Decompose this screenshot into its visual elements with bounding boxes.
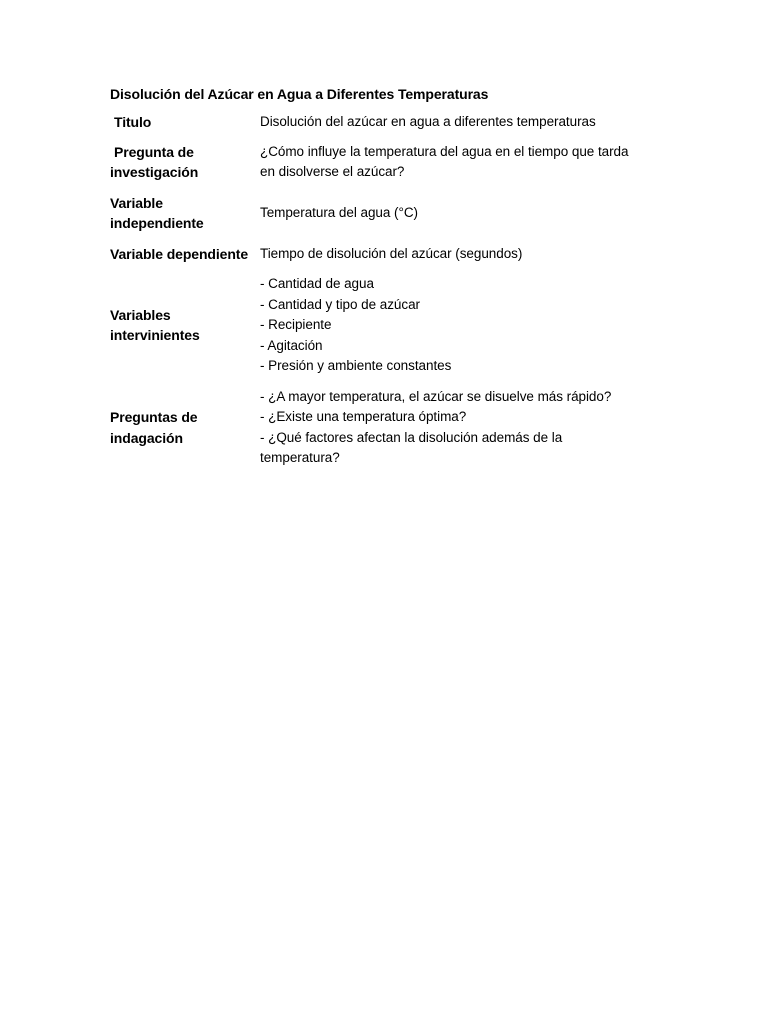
- row-value: [260, 387, 670, 469]
- row-value: [260, 274, 670, 377]
- label-line: Variables: [110, 306, 171, 323]
- row-value: [260, 112, 670, 133]
- row-label: [110, 193, 260, 234]
- label-line: independiente: [110, 215, 204, 231]
- row-value: [260, 203, 670, 224]
- value-line: - Recipiente: [260, 317, 332, 332]
- label-line: indagación: [110, 429, 183, 446]
- label-line: investigación: [110, 164, 199, 180]
- document-page: [110, 84, 670, 479]
- value-line: - Agitación: [260, 337, 323, 353]
- row-variables-intervinientes: [110, 274, 670, 377]
- value-line: Disolución del azúcar en agua a diferentes temperaturas: [260, 114, 596, 129]
- value-line: - Cantidad y tipo de azúcar: [260, 296, 420, 312]
- value-line: temperatura?: [260, 450, 340, 465]
- label-line: Pregunta de: [114, 143, 194, 160]
- row-value: [260, 244, 670, 265]
- value-line: Temperatura del agua (°C): [260, 204, 418, 220]
- row-label: [110, 112, 260, 133]
- value-line: ¿Cómo influye la temperatura del agua en el tiempo que tarda: [260, 143, 629, 159]
- row-label: [110, 244, 260, 265]
- value-line: - Cantidad de agua: [260, 276, 374, 291]
- row-value: [260, 142, 670, 183]
- value-line: en disolverse el azúcar?: [260, 164, 405, 179]
- value-line: - Presión y ambiente constantes: [260, 358, 452, 373]
- row-label: [110, 305, 260, 346]
- row-variable-independiente: [110, 193, 670, 234]
- value-line: - ¿A mayor temperatura, el azúcar se disuelve más rápido?: [260, 388, 612, 404]
- label-line: intervinientes: [110, 327, 200, 344]
- value-line: Tiempo de disolución del azúcar (segundos): [260, 245, 523, 261]
- row-label: [110, 142, 260, 183]
- row-pregunta-investigacion: [110, 142, 670, 183]
- row-variable-dependiente: [110, 244, 670, 265]
- row-titulo: [110, 112, 670, 133]
- label-line: Titulo: [114, 114, 152, 130]
- row-label: [110, 407, 260, 448]
- label-line: Preguntas de: [110, 409, 198, 425]
- value-line: - ¿Existe una temperatura óptima?: [260, 409, 467, 424]
- document-title: Disolución del Azúcar en Agua a Diferentes Temperaturas: [110, 86, 489, 102]
- label-line: Variable dependiente: [110, 245, 249, 262]
- value-line: - ¿Qué factores afectan la disolución además de la: [260, 429, 563, 445]
- row-preguntas-indagacion: [110, 387, 670, 469]
- label-line: Variable: [110, 194, 163, 211]
